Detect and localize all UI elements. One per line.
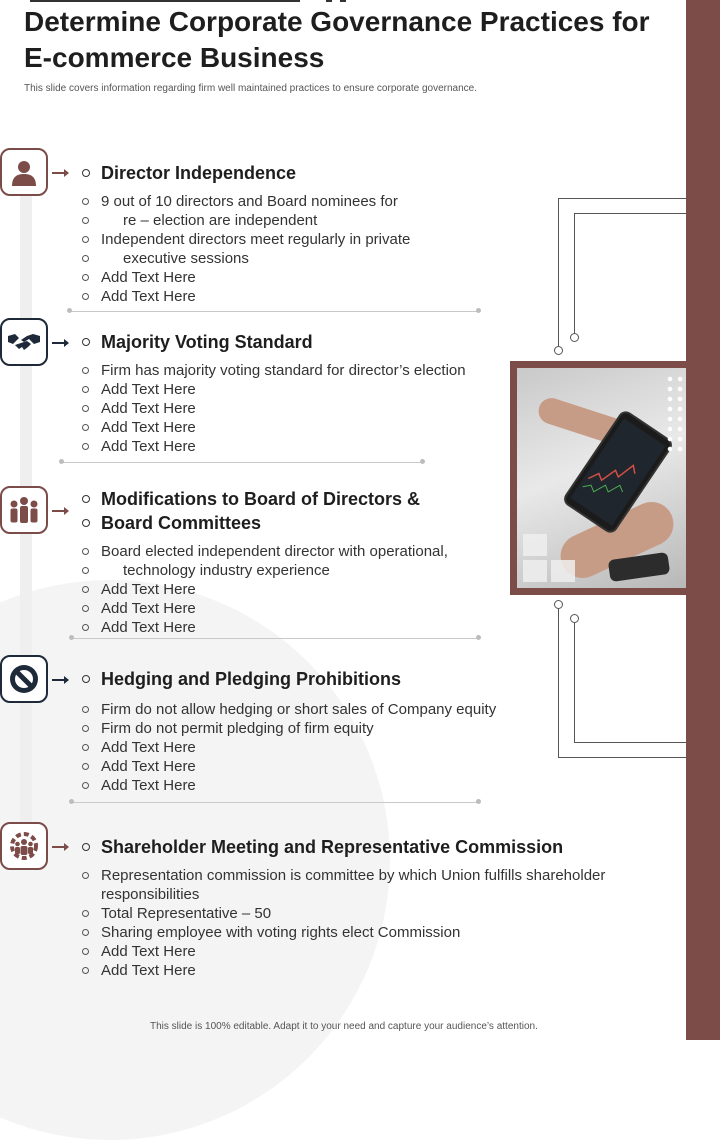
list-item: responsibilities <box>101 886 200 903</box>
list-item: Add Text Here <box>82 268 642 287</box>
arrow-connector <box>52 172 66 174</box>
section-title: Majority Voting Standard <box>82 330 642 354</box>
list-item: Add Text Here <box>82 961 642 980</box>
decor-bracket <box>574 620 687 743</box>
list-item: Add Text Here <box>82 738 642 757</box>
list-item: Add Text Here <box>82 399 642 418</box>
section-divider <box>72 802 478 803</box>
list-item: Firm do not permit pledging of firm equity <box>82 719 642 738</box>
list-item: Add Text Here <box>82 599 642 618</box>
page-title: Determine Corporate Governance Practices for E-commerce Business <box>24 6 650 73</box>
list-item: Add Text Here <box>82 418 642 437</box>
group-icon <box>0 486 48 534</box>
section-list <box>82 866 642 980</box>
list-item: technology industry experience <box>82 561 642 580</box>
list-item: Add Text Here <box>82 287 642 306</box>
section-shareholder-meeting <box>82 835 642 980</box>
decor-knob <box>554 346 563 355</box>
section-divider <box>72 638 478 639</box>
list-item: Board elected independent director with operational, <box>82 542 642 561</box>
list-item: Add Text Here <box>82 380 642 399</box>
gear-people-icon <box>0 822 48 870</box>
right-accent-band <box>686 0 720 1040</box>
list-item: Add Text Here <box>82 437 642 456</box>
handshake-icon <box>0 318 48 366</box>
decor-knob <box>570 333 579 342</box>
list-item: Add Text Here <box>82 757 642 776</box>
list-item: Independent directors meet regularly in private <box>82 230 642 249</box>
decor-knob <box>570 614 579 623</box>
section-title: Hedging and Pledging Prohibitions <box>82 667 642 691</box>
section-title-line2: Board Committees <box>82 511 642 535</box>
dot-pattern <box>665 374 685 454</box>
list-item: Representation commission is committee by which Union fulfills shareholder <box>82 866 642 885</box>
footer-note: This slide is 100% editable. Adapt it to your need and capture your audience’s attention. <box>150 1021 538 1032</box>
person-icon <box>0 148 48 196</box>
list-item: Add Text Here <box>82 580 642 599</box>
section-title: Modifications to Board of Directors & <box>82 487 642 511</box>
list-item: 9 out of 10 directors and Board nominees for <box>82 192 642 211</box>
arrow-connector <box>52 679 66 681</box>
decor-bracket <box>574 213 687 334</box>
section-divider <box>70 311 478 312</box>
prohibited-icon <box>0 655 48 703</box>
list-item: Add Text Here <box>82 942 642 961</box>
smartphone-trading-photo <box>517 368 686 588</box>
page-subtitle: This slide covers information regarding firm well maintained practices to ensure corporate governance. <box>24 83 477 94</box>
list-item: executive sessions <box>82 249 642 268</box>
list-item: Total Representative – 50 <box>82 904 642 923</box>
list-item: re – election are independent <box>82 211 642 230</box>
arrow-connector <box>52 342 66 344</box>
list-item: Firm has majority voting standard for director’s election <box>82 361 642 380</box>
arrow-connector <box>52 510 66 512</box>
list-item: Sharing employee with voting rights elect Commission <box>82 923 642 942</box>
list-item: Firm do not allow hedging or short sales of Company equity <box>82 700 642 719</box>
list-item: Add Text Here <box>82 618 642 637</box>
section-title: Director Independence <box>82 161 642 185</box>
arrow-connector <box>52 846 66 848</box>
section-title: Shareholder Meeting and Representative Commission <box>82 835 642 859</box>
list-item: Add Text Here <box>82 776 642 795</box>
section-divider <box>62 462 422 463</box>
decor-knob <box>554 600 563 609</box>
